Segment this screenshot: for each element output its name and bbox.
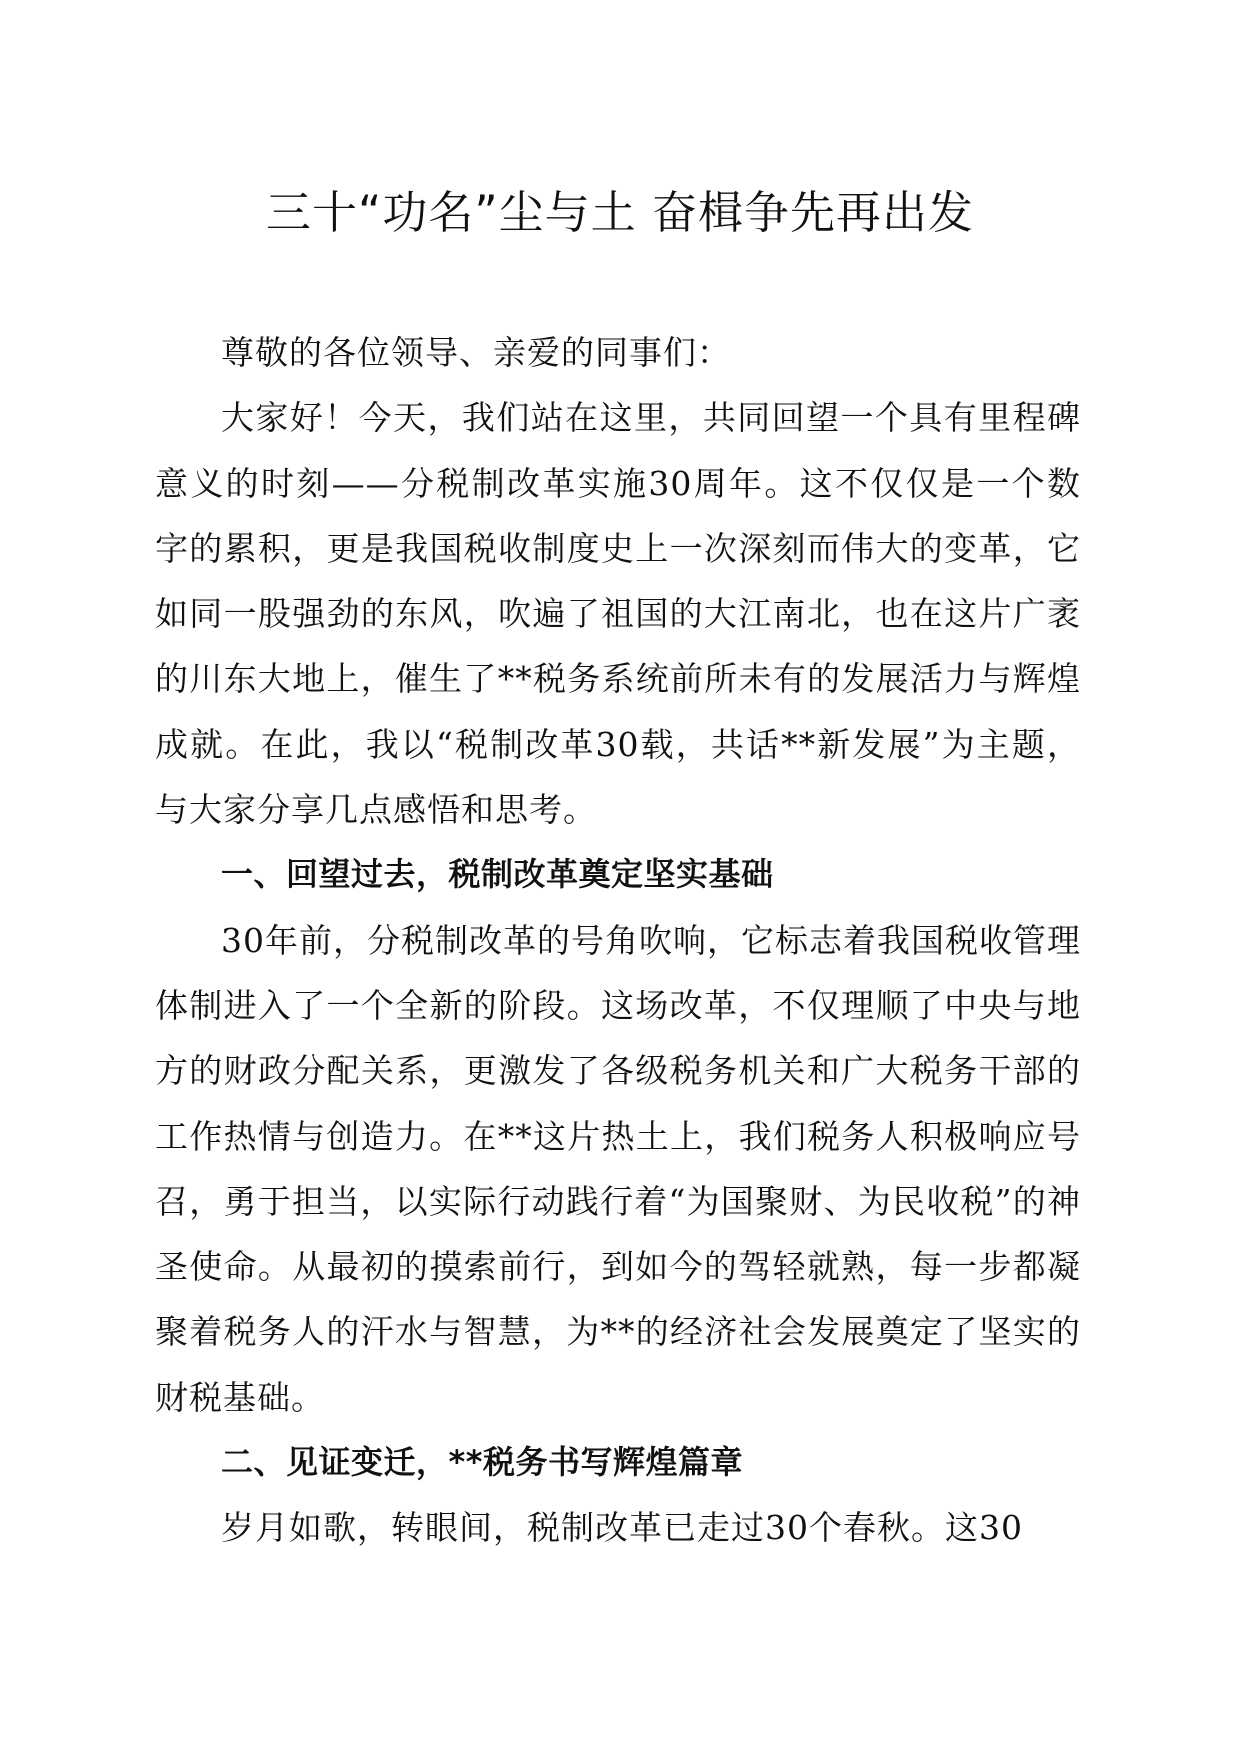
document-title: 三十“功名”尘与土 奋楫争先再出发 [266, 186, 974, 239]
section-heading-1: 一、回望过去，税制改革奠定坚实基础 [221, 855, 774, 894]
document-body [155, 320, 1081, 1561]
section-1-paragraph: 30年前，分税制改革的号角吹响，它标志着我国税收管理体制进入了一个全新的阶段。这场改革，不仅理顺了中央与地方的财政分配关系，更激发了各级税务机关和广大税务干部的工作热情与创造力。在**这片热土上，我们税务人积极响应号召，勇于担当，以实际行动践行着“为国聚财、为民收税”的神圣使命。从最初的摸索前行，到如今的驾轻就熟，每一步都凝聚着税务人的汗水与智慧，为**的经济社会发展奠定了坚实的财税基础。 [155, 920, 1081, 1417]
intro-paragraph: 大家好！今天，我们站在这里，共同回望一个具有里程碑意义的时刻——分税制改革实施30周年。这不仅仅是一个数字的累积，更是我国税收制度史上一次深刻而伟大的变革，它如同一股强劲的东风，吹遍了祖国的大江南北，也在这片广袤的川东大地上，催生了**税务系统前所未有的发展活力与辉煌成就。在此，我以“税制改革30载，共话**新发展”为主题，与大家分享几点感悟和思考。 [155, 398, 1081, 830]
section-2-paragraph: 岁月如歌，转眼间，税制改革已走过30个春秋。这30 [221, 1508, 1023, 1548]
salutation: 尊敬的各位领导、亲爱的同事们： [221, 333, 731, 372]
section-heading-2: 二、见证变迁，**税务书写辉煌篇章 [221, 1443, 743, 1482]
